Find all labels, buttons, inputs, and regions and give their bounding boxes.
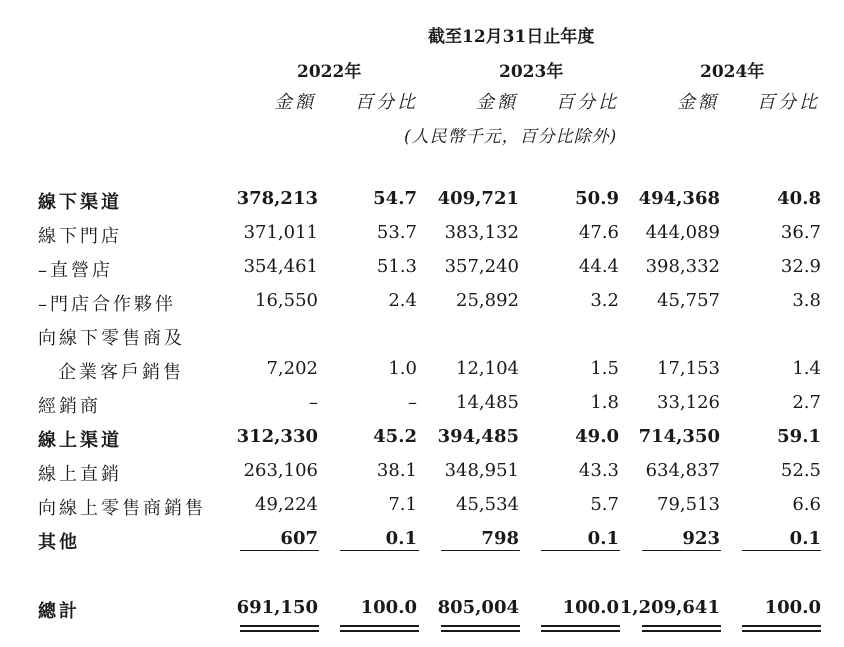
row-label: 線上渠道 [38, 430, 122, 451]
total-label: 總計 [38, 601, 80, 622]
cell-value: 16,550 [255, 290, 318, 311]
row-label: 其他 [38, 532, 80, 553]
amount-heading-2024: 金額 [677, 92, 719, 113]
cell-value: 444,089 [645, 222, 720, 243]
row-label: 向線下零售商及 [38, 328, 185, 349]
cell-value: 0.1 [385, 528, 417, 549]
year-2023-heading: 2023年 [499, 62, 564, 82]
cell-value: 263,106 [243, 460, 318, 481]
year-2024-heading: 2024年 [700, 62, 765, 82]
cell-value: 53.7 [376, 222, 417, 243]
cell-value: 394,485 [437, 426, 519, 447]
cell-value: 383,132 [444, 222, 519, 243]
cell-value: 7.1 [388, 494, 417, 515]
total-double-rule [340, 630, 419, 632]
total-double-rule [541, 630, 620, 632]
subtotal-rule [441, 550, 520, 551]
cell-value: 607 [280, 528, 318, 549]
cell-value: 923 [682, 528, 720, 549]
cell-value: 634,837 [645, 460, 720, 481]
unit-note: (人民幣千元，百分比除外) [404, 127, 618, 147]
total-value: 100.0 [360, 597, 417, 618]
total-value: 1,209,641 [619, 597, 720, 618]
total-value: 805,004 [437, 597, 519, 618]
cell-value: 1.5 [590, 358, 619, 379]
cell-value: 17,153 [657, 358, 720, 379]
subtotal-rule [340, 550, 419, 551]
cell-value: 357,240 [444, 256, 519, 277]
cell-value: 38.1 [376, 460, 417, 481]
cell-value: 45,757 [657, 290, 720, 311]
cell-value: 79,513 [657, 494, 720, 515]
cell-value: 54.7 [373, 188, 417, 209]
total-value: 100.0 [562, 597, 619, 618]
cell-value: 47.6 [578, 222, 619, 243]
row-label: 線下門店 [38, 226, 122, 247]
cell-value: 371,011 [243, 222, 318, 243]
total-double-rule [340, 625, 419, 627]
row-label: 向線上零售商銷售 [38, 498, 206, 519]
cell-value: 14,485 [456, 392, 519, 413]
cell-value: 348,951 [444, 460, 519, 481]
cell-value: 49.0 [575, 426, 619, 447]
cell-value: 2.7 [792, 392, 821, 413]
total-double-rule [541, 625, 620, 627]
cell-value: 43.3 [578, 460, 619, 481]
cell-value: 1.4 [792, 358, 821, 379]
cell-value: 49,224 [255, 494, 318, 515]
cell-value: – [309, 392, 318, 413]
subtotal-rule [642, 550, 721, 551]
total-double-rule [441, 630, 520, 632]
total-double-rule [240, 625, 319, 627]
cell-value: 32.9 [780, 256, 821, 277]
total-double-rule [441, 625, 520, 627]
cell-value: 51.3 [376, 256, 417, 277]
amount-heading-2022: 金額 [274, 92, 316, 113]
cell-value: 59.1 [777, 426, 821, 447]
row-label: 線上直銷 [38, 464, 122, 485]
amount-heading-2023: 金額 [476, 92, 518, 113]
row-label: 企業客戶銷售 [58, 362, 184, 383]
total-double-rule [742, 625, 821, 627]
total-double-rule [742, 630, 821, 632]
row-label: 經銷商 [38, 396, 101, 417]
cell-value: 378,213 [236, 188, 318, 209]
cell-value: 45.2 [373, 426, 417, 447]
percent-heading-2024: 百分比 [757, 92, 820, 113]
cell-value: 33,126 [657, 392, 720, 413]
cell-value: 1.0 [388, 358, 417, 379]
cell-value: 7,202 [266, 358, 318, 379]
percent-heading-2023: 百分比 [556, 92, 619, 113]
row-label: 線下渠道 [38, 192, 122, 213]
cell-value: 44.4 [578, 256, 619, 277]
cell-value: 12,104 [456, 358, 519, 379]
total-double-rule [642, 625, 721, 627]
percent-heading-2022: 百分比 [355, 92, 418, 113]
subtotal-rule [240, 550, 319, 551]
subtotal-rule [541, 550, 620, 551]
total-double-rule [240, 630, 319, 632]
cell-value: 25,892 [456, 290, 519, 311]
cell-value: 409,721 [437, 188, 519, 209]
total-double-rule [642, 630, 721, 632]
cell-value: 0.1 [789, 528, 821, 549]
cell-value: 2.4 [388, 290, 417, 311]
period-heading: 截至12月31日止年度 [428, 27, 595, 47]
cell-value: 50.9 [575, 188, 619, 209]
cell-value: 398,332 [645, 256, 720, 277]
cell-value: 52.5 [780, 460, 821, 481]
subtotal-rule [742, 550, 821, 551]
cell-value: – [408, 392, 417, 413]
cell-value: 36.7 [780, 222, 821, 243]
cell-value: 312,330 [236, 426, 318, 447]
total-value: 100.0 [764, 597, 821, 618]
cell-value: 5.7 [590, 494, 619, 515]
cell-value: 714,350 [638, 426, 720, 447]
cell-value: 3.8 [792, 290, 821, 311]
cell-value: 45,534 [456, 494, 519, 515]
cell-value: 354,461 [243, 256, 318, 277]
year-2022-heading: 2022年 [297, 62, 362, 82]
cell-value: 3.2 [590, 290, 619, 311]
total-value: 691,150 [236, 597, 318, 618]
cell-value: 798 [481, 528, 519, 549]
cell-value: 1.8 [590, 392, 619, 413]
row-label: –直營店 [38, 260, 113, 281]
cell-value: 40.8 [777, 188, 821, 209]
row-label: –門店合作夥伴 [38, 294, 176, 315]
cell-value: 494,368 [638, 188, 720, 209]
cell-value: 0.1 [587, 528, 619, 549]
cell-value: 6.6 [792, 494, 821, 515]
